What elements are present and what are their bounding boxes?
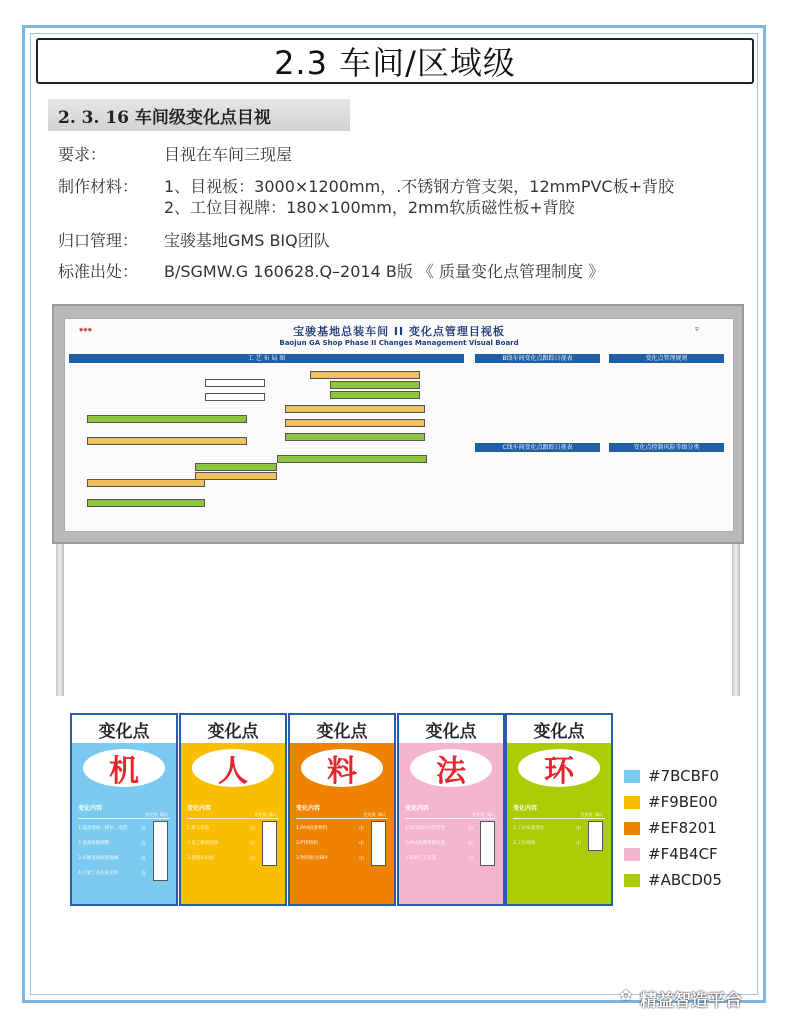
row-value-2: 2、工位目视牌：180×100mm，2mm软质磁性板+背胶 — [164, 198, 575, 217]
legend-swatch — [624, 796, 640, 809]
board-bar-label: 变化点控制风险等级分类 — [633, 444, 700, 451]
shield-logo-icon: ⛨ — [695, 327, 699, 333]
card-char: 机 — [109, 754, 139, 789]
row-owner — [58, 231, 330, 251]
card-item: 3.临时工艺实施 — [405, 856, 437, 861]
card-divider — [78, 818, 170, 819]
card-col-priority: 优先级 — [580, 812, 593, 817]
card-item: 4.拧紧工具校验更换 — [78, 871, 119, 876]
watermark: 精益智造平台 — [640, 991, 742, 1011]
card-item: 3.关键设备故障维修 — [78, 856, 119, 861]
card-head: 变化点 — [290, 715, 394, 743]
legend-swatch — [624, 770, 640, 783]
layout-line-block — [87, 437, 247, 445]
card-item: 1.PAA批准物料 — [296, 826, 328, 831]
card-col-priority: 优先级 — [363, 812, 376, 817]
card-oval — [518, 749, 600, 787]
legend-label: #F9BE00 — [648, 793, 718, 811]
legend-entry — [624, 871, 722, 889]
layout-bar — [69, 354, 464, 363]
layout-label: 工 艺 布 局 图 — [247, 355, 286, 362]
layout-line-block — [87, 415, 247, 423]
legend-label: #ABCD05 — [648, 871, 722, 889]
station-card — [397, 713, 505, 906]
card-head: 变化点 — [181, 715, 285, 743]
card-priority: 中 — [575, 841, 581, 847]
layout-line-block — [285, 433, 425, 441]
legend-entry — [624, 767, 719, 785]
layout-line-block — [195, 463, 277, 471]
station-card — [70, 713, 178, 906]
legend-swatch — [624, 822, 640, 835]
card-head: 变化点 — [72, 715, 176, 743]
board-bar-label: 变化点管理规则 — [645, 355, 688, 362]
card-priority: 高 — [140, 826, 146, 832]
card-divider — [405, 818, 497, 819]
board-leg-left — [56, 544, 64, 696]
card-item: 2.员工轮岗顶岗 — [187, 841, 219, 846]
page-title-box — [36, 38, 754, 84]
legend-label: #7BCBF0 — [648, 767, 720, 785]
card-char: 料 — [327, 754, 357, 789]
card-priority: 中 — [467, 856, 473, 862]
card-item: 1.工位布置变化 — [513, 826, 545, 831]
card-priority: 中 — [249, 856, 255, 862]
layout-line-block — [87, 479, 205, 487]
card-priority: 中 — [358, 841, 364, 847]
card-item: 2.设备参数调整 — [78, 841, 110, 846]
card-oval — [192, 749, 274, 787]
card-subtitle: 变化内容 — [513, 805, 538, 812]
card-item: 2.PTR物料 — [296, 841, 318, 846]
row-label: 归口管理： — [58, 231, 139, 250]
layout-line-block — [87, 499, 205, 507]
card-col-confirm: 确认 — [269, 812, 277, 817]
board-bar-1 — [475, 354, 600, 363]
visual-board-face — [64, 318, 734, 532]
card-col-confirm: 确认 — [160, 812, 168, 817]
legend-swatch — [624, 848, 640, 861]
card-col-confirm: 确认 — [595, 812, 603, 817]
board-bar-2 — [609, 354, 724, 363]
card-item: 2.PAA短期措施实施 — [405, 841, 446, 846]
row-label: 标准出处： — [58, 262, 139, 281]
legend-swatch — [624, 874, 640, 887]
card-item: 3.物料断点(BP) — [296, 856, 328, 861]
row-requirement — [58, 145, 293, 165]
card-item: 1.设备增加、移位、改造 — [78, 826, 128, 831]
legend-label: #EF8201 — [648, 819, 717, 837]
legend-entry — [624, 793, 718, 811]
row-value: B/SGMW.G 160628.Q–2014 B版 《 质量变化点管理制度 》 — [164, 262, 605, 281]
layout-line-block — [310, 371, 420, 379]
card-divider — [187, 818, 279, 819]
card-char: 法 — [436, 754, 466, 789]
layout-line-block — [330, 381, 420, 389]
board-bar-label: B线车间变化点跟踪日视表 — [502, 355, 573, 362]
card-subtitle: 变化内容 — [405, 805, 430, 812]
card-char: 环 — [544, 754, 574, 789]
wechat-icon: ✿ — [620, 988, 632, 1004]
board-bar-4 — [609, 443, 724, 452]
company-logo-icon: ◉◉◉ — [79, 327, 93, 333]
section-heading: 2. 3. 16 车间级变化点目视 — [48, 99, 350, 131]
card-col-priority: 优先级 — [254, 812, 267, 817]
row-material — [58, 177, 674, 217]
card-priority: 中 — [249, 826, 255, 832]
confirm-box — [262, 821, 277, 866]
card-divider — [296, 818, 388, 819]
board-leg-right — [732, 544, 740, 696]
board-title: 宝骏基地总装车间 II 变化点管理目视板 — [293, 325, 505, 338]
row-value: 宝骏基地GMS BIQ团队 — [164, 231, 330, 250]
card-priority: 中 — [358, 856, 364, 862]
board-subtitle: Baojun GA Shop Phase II Changes Management Visual Board — [279, 339, 519, 347]
card-priority: 高 — [140, 871, 146, 877]
board-bar-label: C线车间变化点跟踪日视表 — [502, 444, 573, 451]
card-divider — [513, 818, 605, 819]
row-source — [58, 262, 605, 282]
legend-label: #F4B4CF — [648, 845, 718, 863]
row-label: 要求： — [58, 145, 107, 164]
card-head: 变化点 — [399, 715, 503, 743]
layout-line-block — [205, 379, 265, 387]
row-value: 目视在车间三现屋 — [164, 145, 293, 164]
board-header — [65, 319, 733, 349]
card-item: 1.新人培训 — [187, 826, 210, 831]
card-item: 3.班组长顶岗 — [187, 856, 214, 861]
layout-line-block — [285, 419, 425, 427]
card-item: 2.工位现场 — [513, 841, 536, 846]
card-oval — [410, 749, 492, 787]
legend-entry — [624, 819, 717, 837]
station-card — [505, 713, 613, 906]
card-priority: 中 — [467, 841, 473, 847]
layout-line-block — [285, 405, 425, 413]
row-label: 制作材料： — [58, 177, 139, 196]
card-priority: 中 — [575, 826, 581, 832]
row-value: 1、目视板：3000×1200mm，.不锈钢方管支架，12mmPVC板+背胶 — [164, 177, 674, 196]
station-card — [288, 713, 396, 906]
layout-line-block — [195, 472, 277, 480]
layout-line-block — [205, 393, 265, 401]
card-subtitle: 变化内容 — [187, 805, 212, 812]
card-priority: 中 — [467, 826, 473, 832]
card-subtitle: 变化内容 — [78, 805, 103, 812]
card-priority: 中 — [358, 826, 364, 832]
page-title: 2.3 车间/区域级 — [274, 44, 516, 82]
confirm-box — [588, 821, 603, 851]
card-priority: 中 — [249, 841, 255, 847]
card-col-confirm: 确认 — [378, 812, 386, 817]
confirm-box — [153, 821, 168, 881]
card-col-priority: 优先级 — [145, 812, 158, 817]
layout-line-block — [277, 455, 427, 463]
card-item: 1.SOS/JES内容变更 — [405, 826, 446, 831]
card-oval — [301, 749, 383, 787]
card-priority: 高 — [140, 841, 146, 847]
board-bar-3 — [475, 443, 600, 452]
card-oval — [83, 749, 165, 787]
legend-entry — [624, 845, 718, 863]
card-char: 人 — [218, 754, 248, 789]
station-card — [179, 713, 287, 906]
visual-board — [52, 304, 744, 544]
layout-line-block — [330, 391, 420, 399]
confirm-box — [371, 821, 386, 866]
confirm-box — [480, 821, 495, 866]
card-subtitle: 变化内容 — [296, 805, 321, 812]
card-head: 变化点 — [507, 715, 611, 743]
card-col-priority: 优先级 — [472, 812, 485, 817]
card-priority: 高 — [140, 856, 146, 862]
card-col-confirm: 确认 — [487, 812, 495, 817]
